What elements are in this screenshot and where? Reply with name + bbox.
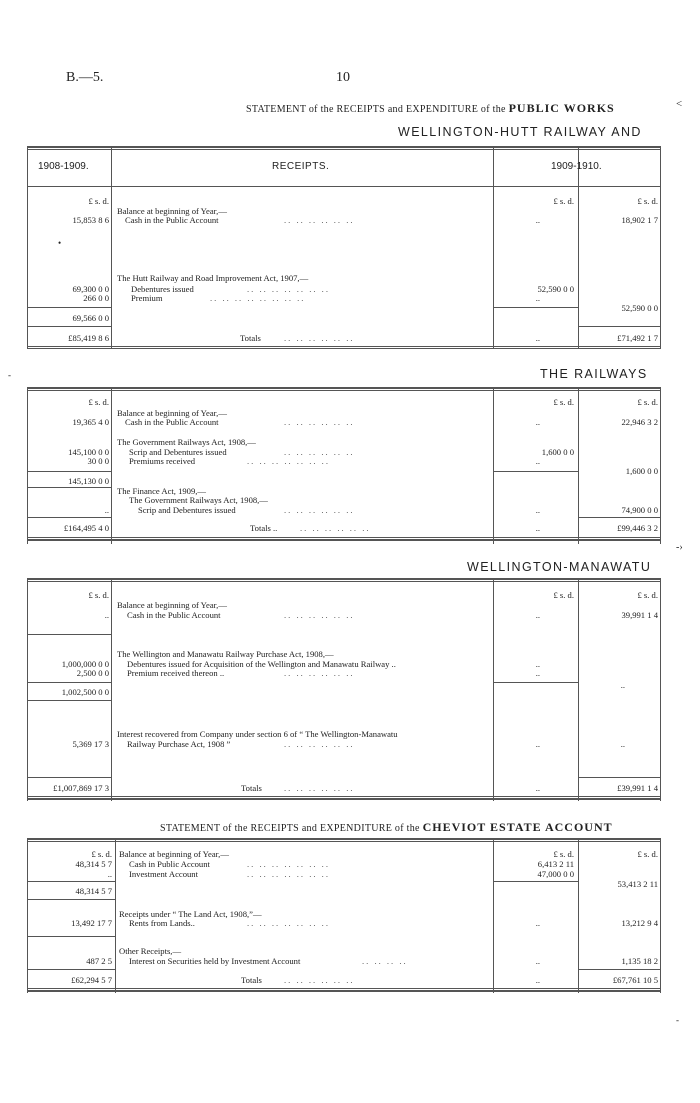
- bullet-mark: •: [58, 238, 62, 248]
- totals-left-value: £62,294 5 7: [71, 975, 112, 985]
- totals-mid-value: ..: [535, 333, 540, 343]
- subtotal-right-value: ..: [620, 680, 625, 690]
- other-right-value: 1,135 18 2: [621, 956, 658, 966]
- debentures-left-value: 1,000,000 0 0: [61, 659, 109, 669]
- totals-left-value: £85,419 8 6: [68, 333, 109, 343]
- scrip-label: Scrip and Debentures issued: [129, 447, 227, 457]
- margin-mark-left: -: [8, 370, 11, 380]
- debentures-label: Debentures issued: [131, 284, 194, 294]
- cash-mid-value: 6,413 2 11: [537, 859, 574, 869]
- balance-title: Balance at beginning of Year,—: [117, 600, 227, 610]
- section-title-wellington-manawatu: WELLINGTON-MANAWATU: [467, 560, 652, 574]
- finance-mid-value: ..: [535, 505, 540, 515]
- totals-right-value: £39,991 1 4: [617, 783, 658, 793]
- scrip-mid-value: 1,600 0 0: [541, 447, 574, 457]
- balance-mid-value: ..: [535, 417, 540, 427]
- other-item-label: Interest on Securities held by Investment Account: [129, 956, 301, 966]
- statement-heading-public-works: STATEMENT of the RECEIPTS and EXPENDITURE of the PUBLIC WORKS: [246, 101, 615, 115]
- totals-right-value: £99,446 3 2: [617, 523, 658, 533]
- balance-mid-value: ..: [535, 610, 540, 620]
- balance-item-label: Cash in the Public Account: [125, 417, 219, 427]
- other-left-value: 487 2 5: [86, 956, 112, 966]
- land-item-label: Rents from Lands..: [129, 918, 195, 928]
- balance-right-value: 22,946 3 2: [621, 417, 658, 427]
- premium-left-value: 266 0 0: [83, 293, 109, 303]
- subtotal-right-value: 52,590 0 0: [621, 303, 658, 313]
- investment-left-value: ..: [107, 869, 112, 879]
- col-header-receipts: RECEIPTS.: [272, 161, 330, 172]
- balance-title: Balance at beginning of Year,—: [119, 849, 229, 859]
- balance-mid-value: ..: [535, 215, 540, 225]
- totals-label: Totals: [241, 783, 262, 793]
- lsd-header-mid: £ s. d.: [553, 196, 574, 206]
- totals-label: Totals: [241, 975, 262, 985]
- lsd-header-right: £ s. d.: [637, 196, 658, 206]
- lsd-header-right: £ s. d.: [637, 397, 658, 407]
- section-title-wellington-hutt: WELLINGTON-HUTT RAILWAY AND: [398, 125, 642, 139]
- lsd-header-mid: £ s. d.: [553, 849, 574, 859]
- debentures-mid-value: ..: [535, 659, 540, 669]
- balance-left-value: ..: [104, 610, 109, 620]
- balance-title: Balance at beginning of Year,—: [117, 206, 227, 216]
- finance-right-value: 74,900 0 0: [621, 505, 658, 515]
- statement-heading-cheviot: STATEMENT of the RECEIPTS and EXPENDITURE of the CHEVIOT ESTATE ACCOUNT: [160, 820, 613, 834]
- premium-mid-value: ..: [535, 668, 540, 678]
- totals-label: Totals: [240, 333, 261, 343]
- totals-mid-value: ..: [535, 975, 540, 985]
- balance-item-label: Cash in the Public Account: [127, 610, 221, 620]
- scrip-left-value: 145,100 0 0: [68, 447, 109, 457]
- land-right-value: 13,212 9 4: [621, 918, 658, 928]
- land-act-title: Receipts under “ The Land Act, 1908,”—: [119, 909, 262, 919]
- interest-mid-value: ..: [535, 739, 540, 749]
- investment-label: Investment Account: [129, 869, 198, 879]
- lsd-header-left: £ s. d.: [88, 397, 109, 407]
- totals-label: Totals ..: [250, 523, 278, 533]
- balance-left-value: 15,853 8 6: [72, 215, 109, 225]
- land-mid-value: ..: [535, 918, 540, 928]
- debentures-left-value: 69,300 0 0: [72, 284, 109, 294]
- margin-mark: ˂: [676, 98, 683, 110]
- section-title-the-railways: THE RAILWAYS: [540, 367, 648, 381]
- balance-right-value: 39,991 1 4: [621, 610, 658, 620]
- lsd-header-left: £ s. d.: [88, 196, 109, 206]
- subtotal-left-value: 1,002,500 0 0: [61, 687, 109, 697]
- totals-mid-value: ..: [535, 783, 540, 793]
- interest-left-value: 5,369 17 3: [72, 739, 109, 749]
- totals-mid-value: ..: [535, 523, 540, 533]
- interest-item-label: Railway Purchase Act, 1908 ”: [127, 739, 231, 749]
- premium-mid-value: ..: [535, 293, 540, 303]
- subtotal-left-value: 69,566 0 0: [72, 313, 109, 323]
- investment-mid-value: 47,000 0 0: [537, 869, 574, 879]
- finance-left-value: ..: [104, 505, 109, 515]
- finance-act-title: The Finance Act, 1909,—: [117, 486, 207, 496]
- subtotal-right-value: 53,413 2 11: [617, 879, 658, 889]
- col-header-year-right: 1909-1910.: [551, 161, 602, 172]
- lsd-header-left: £ s. d.: [88, 590, 109, 600]
- totals-left-value: £164,495 4 0: [63, 523, 109, 533]
- debentures-mid-value: 52,590 0 0: [537, 284, 574, 294]
- subtotal-left-value: 48,314 5 7: [75, 886, 112, 896]
- margin-mark-bottom: ‑: [676, 1015, 679, 1025]
- act-title: The Wellington and Manawatu Railway Purchase Act, 1908,—: [117, 649, 334, 659]
- finance-act-subtitle: The Government Railways Act, 1908,—: [129, 495, 268, 505]
- premiums-left-value: 30 0 0: [87, 456, 109, 466]
- lsd-header-right: £ s. d.: [637, 849, 658, 859]
- totals-left-value: £1,007,869 17 3: [53, 783, 109, 793]
- premiums-label: Premiums received: [129, 456, 196, 466]
- premium-left-value: 2,500 0 0: [76, 668, 109, 678]
- page-ref: B.—5.: [66, 70, 104, 85]
- lsd-header-right: £ s. d.: [637, 590, 658, 600]
- debentures-label: Debentures issued for Acquisition of the Wellington and Manawatu Railway ..: [127, 659, 396, 669]
- balance-left-value: 19,365 4 0: [72, 417, 109, 427]
- lsd-header-mid: £ s. d.: [553, 590, 574, 600]
- other-mid-value: ..: [535, 956, 540, 966]
- cash-label: Cash in Public Account: [129, 859, 210, 869]
- other-receipts-title: Other Receipts,—: [119, 946, 182, 956]
- page-number: 10: [336, 70, 350, 85]
- premiums-mid-value: ..: [535, 456, 540, 466]
- premium-label: Premium: [131, 293, 163, 303]
- margin-mark-right: ‑›: [676, 542, 683, 553]
- balance-right-value: 18,902 1 7: [621, 215, 658, 225]
- subtotal-left-value: 145,130 0 0: [68, 476, 109, 486]
- act-title: The Government Railways Act, 1908,—: [117, 437, 256, 447]
- finance-item-label: Scrip and Debentures issued: [138, 505, 236, 515]
- balance-title: Balance at beginning of Year,—: [117, 408, 227, 418]
- land-left-value: 13,492 17 7: [71, 918, 112, 928]
- interest-title: Interest recovered from Company under section 6 of “ The Wellington-Manawatu: [117, 729, 398, 739]
- lsd-header-left: £ s. d.: [91, 849, 112, 859]
- col-header-year-left: 1908-1909.: [38, 161, 89, 172]
- interest-right-value: ..: [620, 739, 625, 749]
- balance-item-label: Cash in the Public Account: [125, 215, 219, 225]
- cash-left-value: 48,314 5 7: [75, 859, 112, 869]
- subtotal-right-value: 1,600 0 0: [625, 466, 658, 476]
- premium-label: Premium received thereon ..: [127, 668, 225, 678]
- totals-right-value: £71,492 1 7: [617, 333, 658, 343]
- act-title: The Hutt Railway and Road Improvement Act, 1907,—: [117, 273, 309, 283]
- totals-right-value: £67,761 10 5: [612, 975, 658, 985]
- lsd-header-mid: £ s. d.: [553, 397, 574, 407]
